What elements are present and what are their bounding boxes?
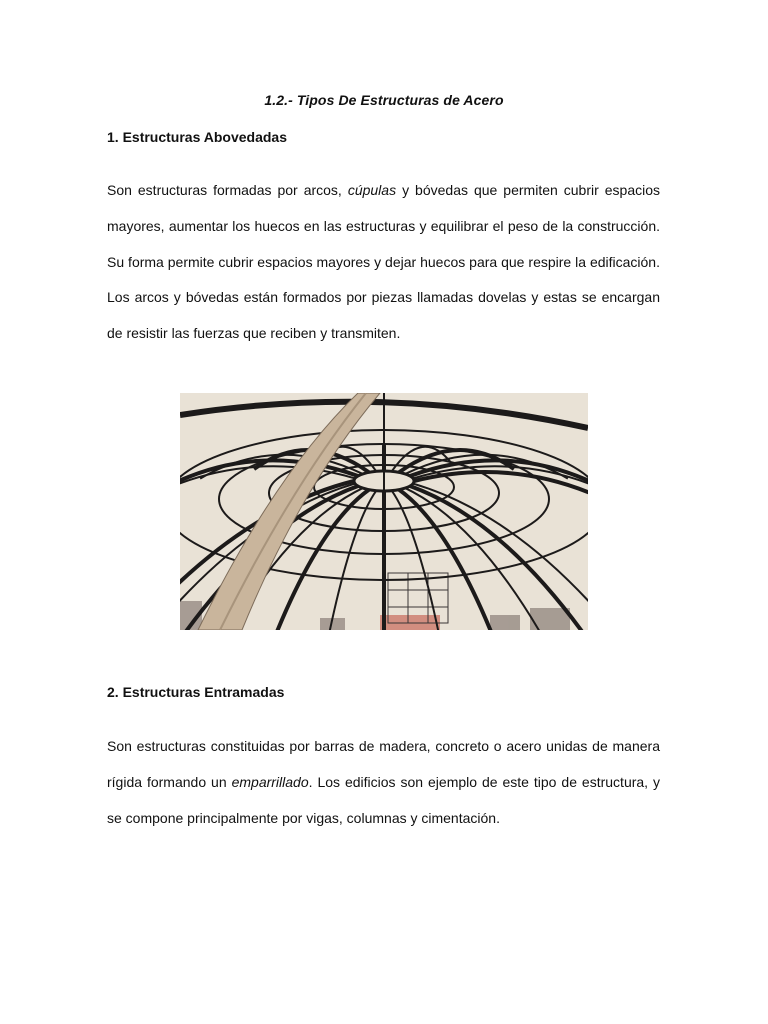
section-heading-entramadas: 2. Estructuras Entramadas: [107, 684, 285, 700]
paragraph-emphasis: emparrillado: [231, 773, 309, 790]
section-heading-abovedadas: 1. Estructuras Abovedadas: [107, 129, 287, 145]
paragraph-text: Son estructuras formadas por arcos,: [107, 182, 348, 198]
paragraph-emphasis: cúpulas: [347, 182, 397, 198]
steel-dome-photo: [180, 393, 588, 630]
section-paragraph-abovedadas: [107, 173, 660, 352]
section-paragraph-entramadas: [107, 729, 660, 836]
document-title: 1.2.- Tipos De Estructuras de Acero: [264, 92, 504, 108]
paragraph-text: y bóvedas que permiten cubrir espacios mayores, aumentar los huecos en las estructuras y equilibrar el peso de la construcción. Su forma permite cubrir espacios mayores y dejar huecos para que respire la edificación. Los arcos y bóvedas están formados por piezas llamadas dovelas y estas se encargan de resistir las fuerzas que reciben y transmiten.: [107, 182, 661, 342]
paragraph-text: Son estructuras constituidas por barras de madera, concreto o acero unidas de manera rígida formando un: [107, 738, 660, 790]
paragraph-text: . Los edificios son ejemplo de este tipo de estructura, y se compone principalmente por vigas, columnas y cimentación.: [107, 773, 661, 826]
